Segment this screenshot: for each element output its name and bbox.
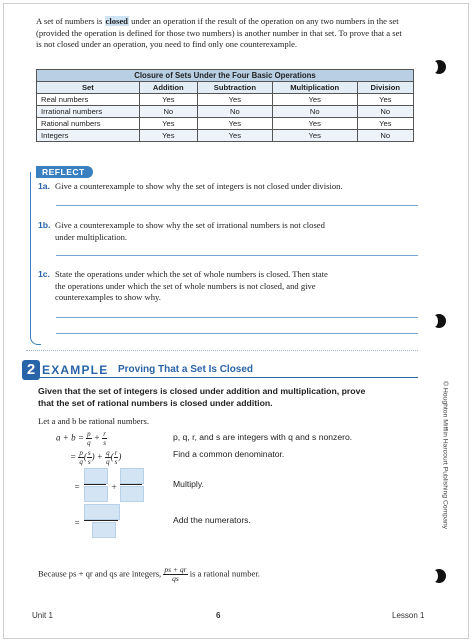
page-number: 6 xyxy=(216,611,221,620)
question-number: 1b. xyxy=(38,220,51,230)
question-text: Give a counterexample to show why the set of irrational numbers is not closed xyxy=(55,220,325,230)
table-cell: Yes xyxy=(272,118,357,130)
binder-hole-icon xyxy=(432,569,446,583)
reflect-label: REFLECT xyxy=(36,166,93,178)
table-cell: Yes xyxy=(139,130,197,142)
row-label: Integers xyxy=(37,130,140,142)
question-1b xyxy=(38,220,398,243)
conclusion-fraction: $\frac{ps + qr}{qs}$ xyxy=(164,565,187,583)
reflect-bracket xyxy=(30,172,41,345)
intro-pre: A set of numbers is xyxy=(36,16,105,26)
header-subtraction: Subtraction xyxy=(197,82,272,94)
math-step-1: a + b = $\frac{p}{q}$ + $\frac{r}{s}$ xyxy=(56,430,106,447)
answer-box[interactable] xyxy=(92,522,116,538)
example-number-badge: 2 xyxy=(22,360,40,380)
question-text: under multiplication. xyxy=(55,231,128,242)
table-cell: Yes xyxy=(139,118,197,130)
table-cell: No xyxy=(272,106,357,118)
table-cell: Yes xyxy=(197,94,272,106)
table-row xyxy=(37,130,414,142)
table-cell: Yes xyxy=(197,130,272,142)
row-label: Real numbers xyxy=(37,94,140,106)
answer-box[interactable] xyxy=(84,486,108,502)
table-cell: No xyxy=(139,106,197,118)
question-text: the operations under which the set of whole numbers is not closed, and give xyxy=(55,280,316,291)
table-cell: No xyxy=(197,106,272,118)
table-cell: Yes xyxy=(357,94,413,106)
question-1c xyxy=(38,269,398,304)
fraction-bar xyxy=(84,484,106,485)
table-row xyxy=(37,106,414,118)
table-cell: No xyxy=(357,130,413,142)
binder-hole-icon xyxy=(432,314,446,328)
table-cell: Yes xyxy=(139,94,197,106)
question-number: 1a. xyxy=(38,181,50,191)
answer-line[interactable] xyxy=(56,205,418,206)
question-text: State the operations under which the set of whole numbers is closed. Then state xyxy=(55,269,328,279)
fraction-p-q: $\frac{p}{q}$ xyxy=(87,430,91,447)
answer-box[interactable] xyxy=(84,504,120,520)
binder-hole-icon xyxy=(432,60,446,74)
header-addition: Addition xyxy=(139,82,197,94)
header-division: Division xyxy=(357,82,413,94)
conclusion: Because ps + qr and qs are integers, $\frac{ps + qr}{qs}$ is a rational number. xyxy=(38,565,260,583)
copyright-vertical: © Houghton Mifflin Harcourt Publishing Company xyxy=(441,380,449,530)
step-2-note: Find a common denominator. xyxy=(173,449,285,459)
step-4-note: Add the numerators. xyxy=(173,515,251,525)
header-multiplication: Multiplication xyxy=(272,82,357,94)
answer-line[interactable] xyxy=(56,333,418,334)
table-cell: Yes xyxy=(272,94,357,106)
step-3-note: Multiply. xyxy=(173,479,204,489)
question-text: Give a counterexample to show why the set of integers is not closed under division. xyxy=(55,181,343,191)
intro-paragraph xyxy=(36,16,406,51)
footer-unit: Unit 1 xyxy=(32,611,53,620)
question-text: counterexamples to show why. xyxy=(55,292,161,303)
answer-line[interactable] xyxy=(56,317,418,318)
footer-lesson: Lesson 1 xyxy=(392,611,425,620)
intro-post: under an operation if the result of the operation on any two numbers in the set (provided the operation is defined for those two numbers) is another number in that set. To prove that a set is not closed under an operation, you need to find only one counterexample. xyxy=(36,16,402,50)
question-number: 1c. xyxy=(38,269,50,279)
example-let-statement: Let a and b be rational numbers. xyxy=(38,416,149,426)
table-cell: Yes xyxy=(197,118,272,130)
closure-table xyxy=(36,69,414,142)
answer-box[interactable] xyxy=(120,486,144,502)
step-1-note: p, q, r, and s are integers with q and s nonzero. xyxy=(173,432,353,442)
table-cell: Yes xyxy=(272,130,357,142)
table-header-row xyxy=(37,82,414,94)
answer-box[interactable] xyxy=(120,468,144,484)
table-row xyxy=(37,118,414,130)
example-label: EXAMPLE xyxy=(42,363,109,377)
fraction-r-s: $\frac{r}{s}$ xyxy=(103,430,106,447)
row-label: Rational numbers xyxy=(37,118,140,130)
table-cell: No xyxy=(357,106,413,118)
math-step-2: = $\frac{p}{q}$ ( $\frac{s}{s}$ ) + $\frac{q}{q}$ ( $\frac{r}{s}$ ) xyxy=(70,449,122,466)
section-separator xyxy=(26,350,418,351)
table-row xyxy=(37,94,414,106)
answer-box[interactable] xyxy=(84,468,108,484)
worksheet-page: A set of numbers is closed under an operation if the result of the operation on any two numbers in the set (provided the operation is defined for those two numbers) is another number in that set. To prove that a set is not closed under an operation, you need to find only one counterexample. Closure of Sets Under the Four Basic Operations Set Addition Subtraction Multiplication Division Real numbers Yes Yes Yes Yes Irrational numbers No No No No Rational numbers Yes Yes Yes Yes Integers Yes Yes Yes No REFLECT 1a. Give a counterexample to show why the set of integers is not closed under division. 1b. Give a counterexample to show why the set of irrational numbers is not closed under multiplication. 1c. State the operations under which the set of whole numbers is closed. Then state the operations under which the set of whole numbers is not closed, and give counterexamples to show why. 2 EXAMPLE Proving That a Set Is Closed Given that the set of integers is closed under addition and multiplication, prove that the set of rational numbers is closed under addition. Let a and b be rational numbers. a + b = $\frac{p}{q}$ + $\frac{r}{s}$ p, q, r, and s are integers with q and s nonzero. = $\frac{p}{q}$ ( $\frac{s}{s}$ ) + $\frac{q}{q}$ ( $\frac{r}{s}$ ) Find a common denominator. = + Multiply. = Add the numerators. Because ps + qr and qs are integers, $\frac{ps + qr}{qs}$ is a rational number. Unit 1 6 Lesson 1 © Houghton Mifflin Harcourt Publishing Company xyxy=(0,0,474,643)
closed-keyword: closed xyxy=(105,16,128,26)
fraction-bar xyxy=(84,520,118,521)
answer-line[interactable] xyxy=(56,255,418,256)
table-cell: Yes xyxy=(357,118,413,130)
header-set: Set xyxy=(37,82,140,94)
row-label: Irrational numbers xyxy=(37,106,140,118)
fraction-bar xyxy=(120,484,142,485)
table-caption: Closure of Sets Under the Four Basic Operations xyxy=(37,70,414,82)
question-1a xyxy=(38,181,398,193)
example-given: Given that the set of integers is closed under addition and multiplication, prove that the set of rational numbers is closed under addition. xyxy=(38,386,366,408)
example-rule xyxy=(40,377,418,378)
example-title: Proving That a Set Is Closed xyxy=(118,364,254,375)
